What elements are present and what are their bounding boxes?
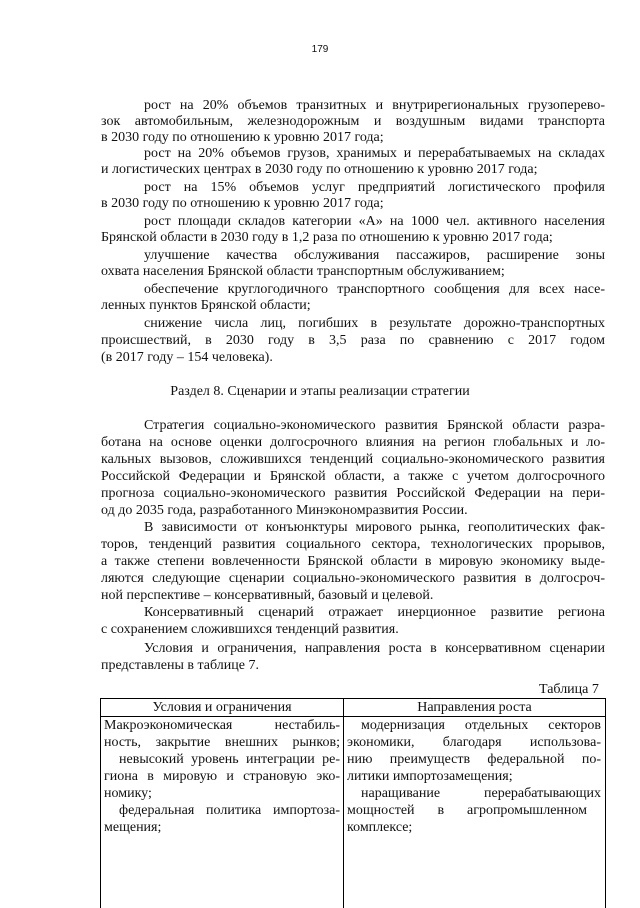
text-line: в 2030 году по отношению к уровню 2017 года; — [101, 130, 384, 145]
text-line: Брянской области в 2030 году в 1,2 раза по отношению к уровню 2017 года; — [101, 230, 553, 245]
text-line: В зависимости от конъюнктуры мирового рынка, геополитических фак- — [144, 520, 605, 535]
text-line: кальных вызовов, сложившихся тенденций социально-экономического развития — [101, 452, 605, 467]
table-7 — [100, 698, 606, 908]
table-caption: Таблица 7 — [539, 682, 599, 697]
table-cell-line: комплексе; — [347, 820, 413, 835]
text-line: Условия и ограничения, направления роста в консервативном сценарии — [144, 641, 605, 656]
table-cell-line: нию преимуществ федеральной по- — [347, 752, 601, 767]
text-line: рост площади складов категории «А» на 1000 чел. активного населения — [144, 214, 605, 229]
text-line: Консервативный сценарий отражает инерционное развитие региона — [144, 605, 605, 620]
table-cell-line: федеральная политика импортоза- — [119, 803, 340, 818]
table-cell-line: мещения; — [104, 820, 162, 835]
table-cell-line: невысокий уровень интеграции ре- — [119, 752, 340, 767]
text-line: Российской Федерации и Брянской области, а также с учетом долгосрочного — [101, 469, 605, 484]
text-line: улучшение качества обслуживания пассажиров, расширение зоны — [144, 248, 605, 263]
text-line: и логистических центрах в 2030 году по отношению к уровню 2017 года; — [101, 162, 538, 177]
text-line: торов, тенденций развития социального сектора, технологических прорывов, — [101, 537, 605, 552]
table-cell-line: модернизация отдельных секторов — [361, 718, 601, 733]
text-line: рост на 20% объемов грузов, хранимых и перерабатываемых на складах — [144, 146, 605, 161]
text-line: происшествий, в 2030 году в 3,5 раза по сравнению с 2017 годом — [101, 333, 605, 348]
text-line: од до 2035 года, разработанного Минэкономразвития России. — [101, 503, 468, 518]
text-line: зок автомобильным, железнодорожным и воздушным видами транспорта — [101, 114, 605, 129]
text-line: обеспечение круглогодичного транспортного сообщения для всех насе- — [144, 282, 605, 297]
table-cell-line: литики импортозамещения; — [347, 769, 513, 784]
table-header-directions: Направления роста — [417, 700, 532, 715]
text-line: с сохранением сложившихся тенденций развития. — [101, 622, 399, 637]
text-line: ленных пунктов Брянской области; — [101, 298, 311, 313]
table-cell-line: наращивание перерабатывающих — [361, 786, 601, 801]
text-line: рост на 15% объемов услуг предприятий логистического профиля — [144, 180, 605, 195]
table-cell-line: мощностей в агропромышленном — [347, 803, 587, 818]
text-line: а также степени вовлеченности Брянской области в мировую экономику выде- — [101, 554, 605, 569]
text-line: ляются следующие сценарии социально-экономического развития в долгосроч- — [101, 571, 605, 586]
text-line: Стратегия социально-экономического развития Брянской области разра- — [144, 418, 605, 433]
text-line: (в 2017 году – 154 человека). — [101, 350, 273, 365]
table-cell-line: ность, закрытие внешних рынков; — [104, 735, 340, 750]
table-cell-line: номику; — [104, 786, 152, 801]
text-line: ботана на основе оценки долгосрочного влияния на регион глобальных и ло- — [101, 435, 605, 450]
section-title: Раздел 8. Сценарии и этапы реализации стратегии — [170, 384, 470, 399]
table-header-conditions: Условия и ограничения — [152, 700, 292, 715]
page-number: 179 — [311, 44, 329, 55]
text-line: ной перспективе – консервативный, базовый и целевой. — [101, 588, 434, 603]
table-column-divider — [343, 699, 344, 908]
table-header-divider — [101, 716, 605, 717]
text-line: в 2030 году по отношению к уровню 2017 года; — [101, 196, 384, 211]
text-line: рост на 20% объемов транзитных и внутрирегиональных грузоперево- — [144, 98, 605, 113]
table-cell-line: Макроэкономическая нестабиль- — [104, 718, 340, 733]
table-cell-line: гиона в мировую и страновую эко- — [104, 769, 340, 784]
text-line: прогноза социально-экономического развития Российской Федерации на пери- — [101, 486, 605, 501]
table-cell-line: экономики, благодаря использова- — [347, 735, 601, 750]
text-line: снижение числа лиц, погибших в результате дорожно-транспортных — [144, 316, 605, 331]
text-line: охвата населения Брянской области транспортным обслуживанием; — [101, 264, 505, 279]
text-line: представлены в таблице 7. — [101, 658, 259, 673]
